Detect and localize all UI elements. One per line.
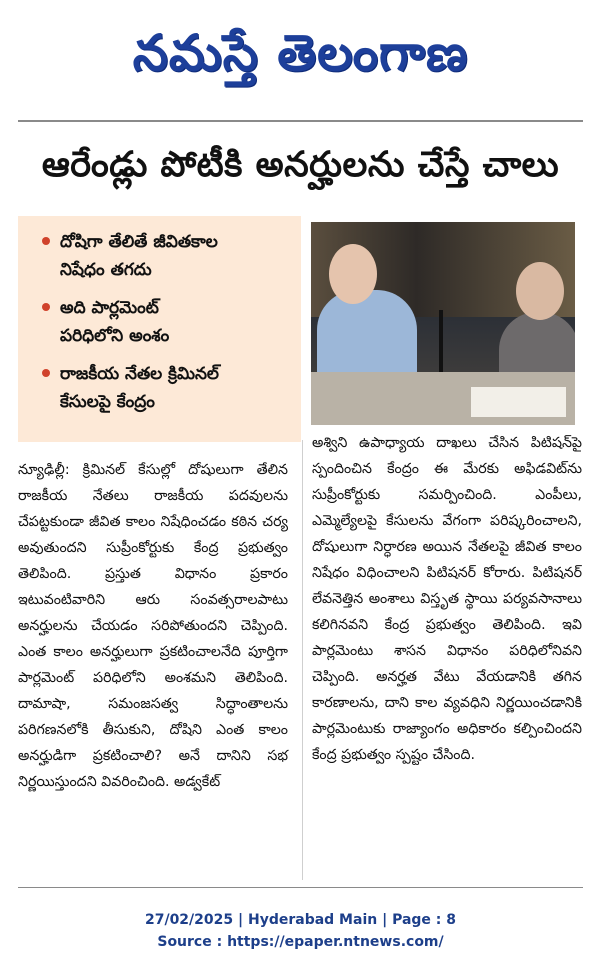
highlight-item [42,294,287,350]
header-divider [18,120,583,122]
article-photo [311,222,575,425]
article-body-right: అశ్విని ఉపాధ్యాయ దాఖలు చేసిన పిటిషన్‌పై స్పందించిన కేంద్రం ఈ మేరకు అఫిడవిట్‌ను సుప్రీంకోర్టుకు సమర్పించింది. ఎంపీలు, ఎమ్మెల్యేలపై కేసులను వేగంగా పరిష్కరించాలని, దోషులుగా నిర్ధారణ అయిన నేతలపై జీవిత కాలం నిషేధం విధించాలని పిటిషనర్ కోరారు. పిటిషనర్ లేవనెత్తిన అంశాలు విస్తృత స్థాయి పర్యవసానాలు కలిగినవని కేంద్ర ప్రభుత్వం తెలిపింది. ఇవి పార్లమెంటు శాసన విధానం పరిధిలోనివని చెప్పింది. అనర్హత వేటు వేయడానికి తగిన కారణాలను, దాని కాల వ్యవధిని నిర్ణయించడానికి పార్లమెంటుకు రాజ్యాంగం అధికారం కల్పించిందని కేంద్ర ప్రభుత్వం స్పష్టం చేసింది. [312,435,582,763]
footer-divider [18,887,583,888]
bullet-icon [42,369,50,377]
bullet-icon [42,237,50,245]
highlight-line: అది పార్లమెంట్ [60,298,159,318]
newspaper-title: నమస్తే తెలంగాణ [132,23,469,82]
column-divider [302,440,303,880]
highlight-line: దోషిగా తేలితే జీవితకాల [60,232,218,252]
highlight-line: రాజకీయ నేతల క్రిమినల్ [60,364,219,384]
source-link[interactable]: Source : https://epaper.ntnews.com/ [157,934,444,950]
highlight-line: పరిధిలోని అంశం [60,326,170,346]
edition-info: 27/02/2025 | Hyderabad Main | Page : 8 [144,912,457,928]
article-headline: ఆరేండ్లు పోటీకి అనర్హులను చేస్తే చాలు [41,145,560,185]
microphone [439,310,443,380]
highlight-item [42,228,287,284]
highlight-line: కేసులపై కేంద్రం [60,392,155,412]
highlight-line: నిషేధం తగదు [60,260,152,280]
highlight-item [42,360,287,416]
masthead [0,0,601,118]
bullet-icon [42,303,50,311]
highlights-box [18,216,301,442]
article-body-left: న్యూఢిల్లీ: క్రిమినల్ కేసుల్లో దోషులుగా తేలిన రాజకీయ నేతలు రాజకీయ పదవులను చేపట్టకుండా జీవిత కాలం నిషేధించడం కఠిన చర్య అవుతుందని సుప్రీంకోర్టుకు కేంద్ర ప్రభుత్వం తెలిపింది. ప్రస్తుత విధానం ప్రకారం ఇటువంటివారిని ఆరు సంవత్సరాలపాటు అనర్హులను చేయడం సరిపోతుందని చెప్పింది. ఎంత కాలం అనర్హులుగా ప్రకటించాలనేది పూర్తిగా పార్లమెంట్ పరిధిలోని అంశమని తెలిపింది. దామాషా, సమంజసత్వ సిద్ధాంతాలను పరిగణనలోకి తీసుకుని, దోషిని ఎంత కాలం అనర్హుడిగా ప్రకటించాలి? అనే దానిని సభ నిర్ణయిస్తుందని వివరించింది. అడ్వకేట్ [18,462,288,790]
